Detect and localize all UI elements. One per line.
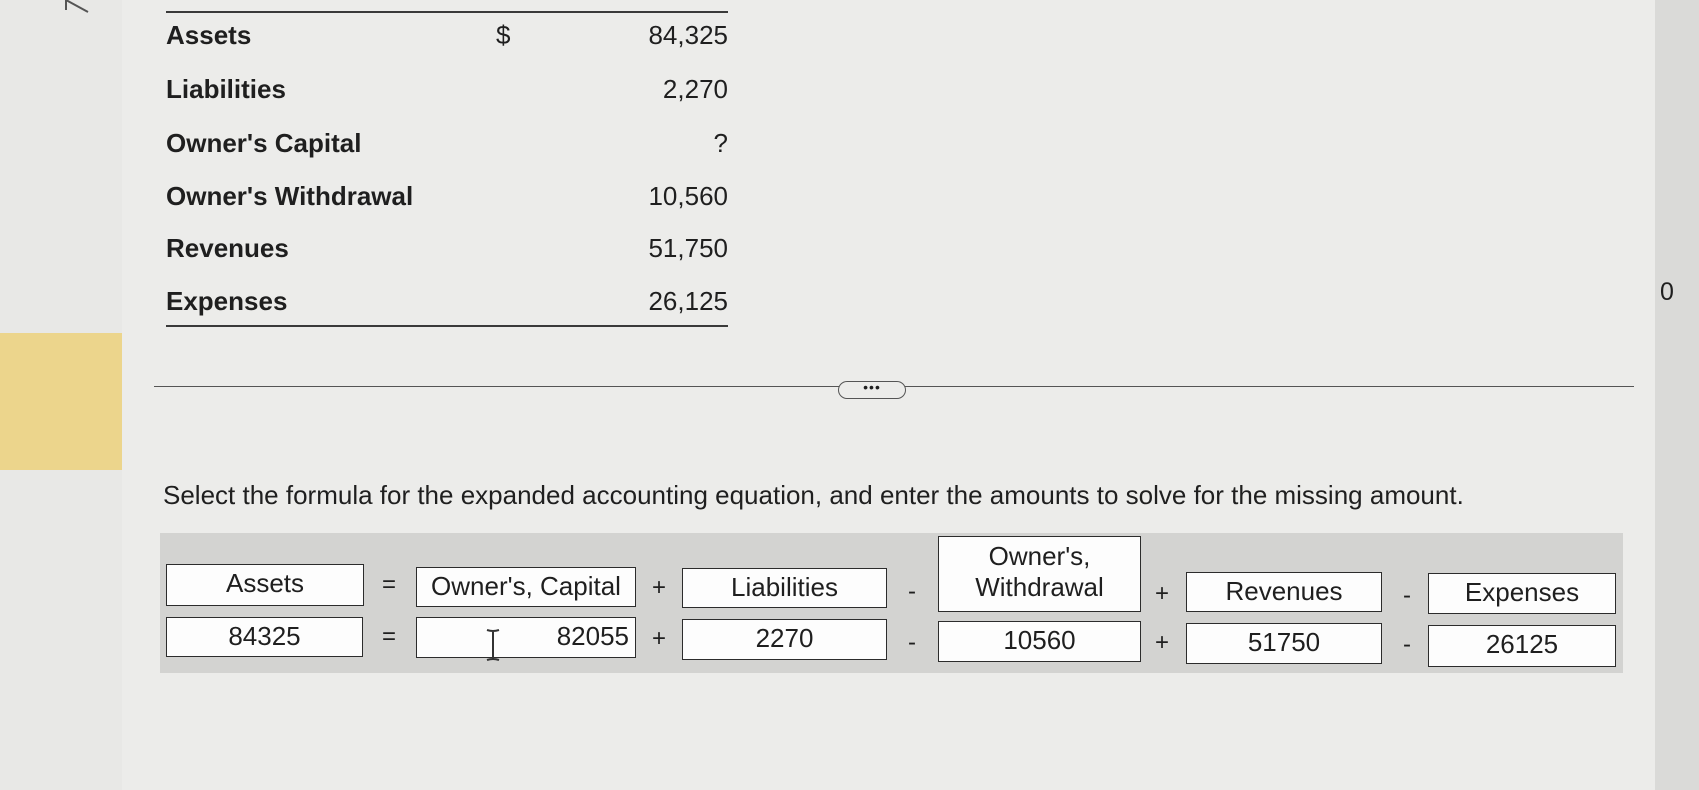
row-value: 26,125 <box>648 286 728 316</box>
owners-capital-formula-select[interactable]: Owner's, Capital <box>416 567 636 607</box>
row-label: Liabilities <box>166 74 286 104</box>
withdrawal-label-line1: Owner's, <box>988 541 1091 571</box>
withdrawal-label-line2: Withdrawal <box>975 572 1104 602</box>
owners-capital-amount-input[interactable]: 82055 <box>416 617 636 658</box>
text-cursor-icon <box>483 628 503 662</box>
table-bottom-rule <box>166 325 728 327</box>
row-label: Revenues <box>166 233 289 263</box>
plus-operator: + <box>1154 580 1169 607</box>
liabilities-amount-input[interactable]: 2270 <box>682 619 887 660</box>
table-row <box>166 74 728 114</box>
minus-operator: - <box>908 578 916 605</box>
plus-operator: + <box>651 625 666 652</box>
owners-withdrawal-formula-select[interactable] <box>938 536 1141 612</box>
side-value: 0 <box>1660 278 1674 306</box>
equals-operator: = <box>381 623 396 650</box>
row-value: 10,560 <box>648 181 728 211</box>
table-row <box>166 286 728 326</box>
highlighted-question-tab[interactable] <box>0 333 126 470</box>
owners-withdrawal-amount-input[interactable]: 10560 <box>938 621 1141 662</box>
row-value: ? <box>713 128 728 158</box>
row-label: Owner's Withdrawal <box>166 181 414 211</box>
row-label: Owner's Capital <box>166 128 362 158</box>
expenses-formula-select[interactable]: Expenses <box>1428 573 1616 614</box>
corner-arrow-icon <box>64 0 94 14</box>
question-instruction: Select the formula for the expanded accounting equation, and enter the amounts to solve for the missing amount. <box>163 480 1464 510</box>
right-panel-edge <box>1655 0 1699 790</box>
plus-operator: + <box>651 574 666 601</box>
table-top-rule <box>166 11 728 13</box>
row-value: 2,270 <box>662 74 728 104</box>
minus-operator: - <box>908 629 916 656</box>
table-row <box>166 181 728 221</box>
expand-more-button[interactable]: ••• <box>838 381 906 399</box>
row-value: 84,325 <box>648 20 728 50</box>
liabilities-formula-select[interactable]: Liabilities <box>682 568 887 608</box>
row-label: Expenses <box>166 286 288 316</box>
plus-operator: + <box>1154 629 1169 656</box>
table-row <box>166 20 728 60</box>
row-label: Assets <box>166 20 252 50</box>
assets-amount-input[interactable]: 84325 <box>166 617 363 657</box>
minus-operator: - <box>1403 582 1411 609</box>
expenses-amount-input[interactable]: 26125 <box>1428 625 1616 667</box>
minus-operator: - <box>1403 631 1411 658</box>
equals-operator: = <box>381 571 396 598</box>
table-row <box>166 233 728 273</box>
assets-formula-select[interactable]: Assets <box>166 564 364 606</box>
revenues-formula-select[interactable]: Revenues <box>1186 572 1382 612</box>
row-value: 51,750 <box>648 233 728 263</box>
currency-symbol: $ <box>496 20 511 50</box>
table-row <box>166 128 728 168</box>
revenues-amount-input[interactable]: 51750 <box>1186 623 1382 664</box>
